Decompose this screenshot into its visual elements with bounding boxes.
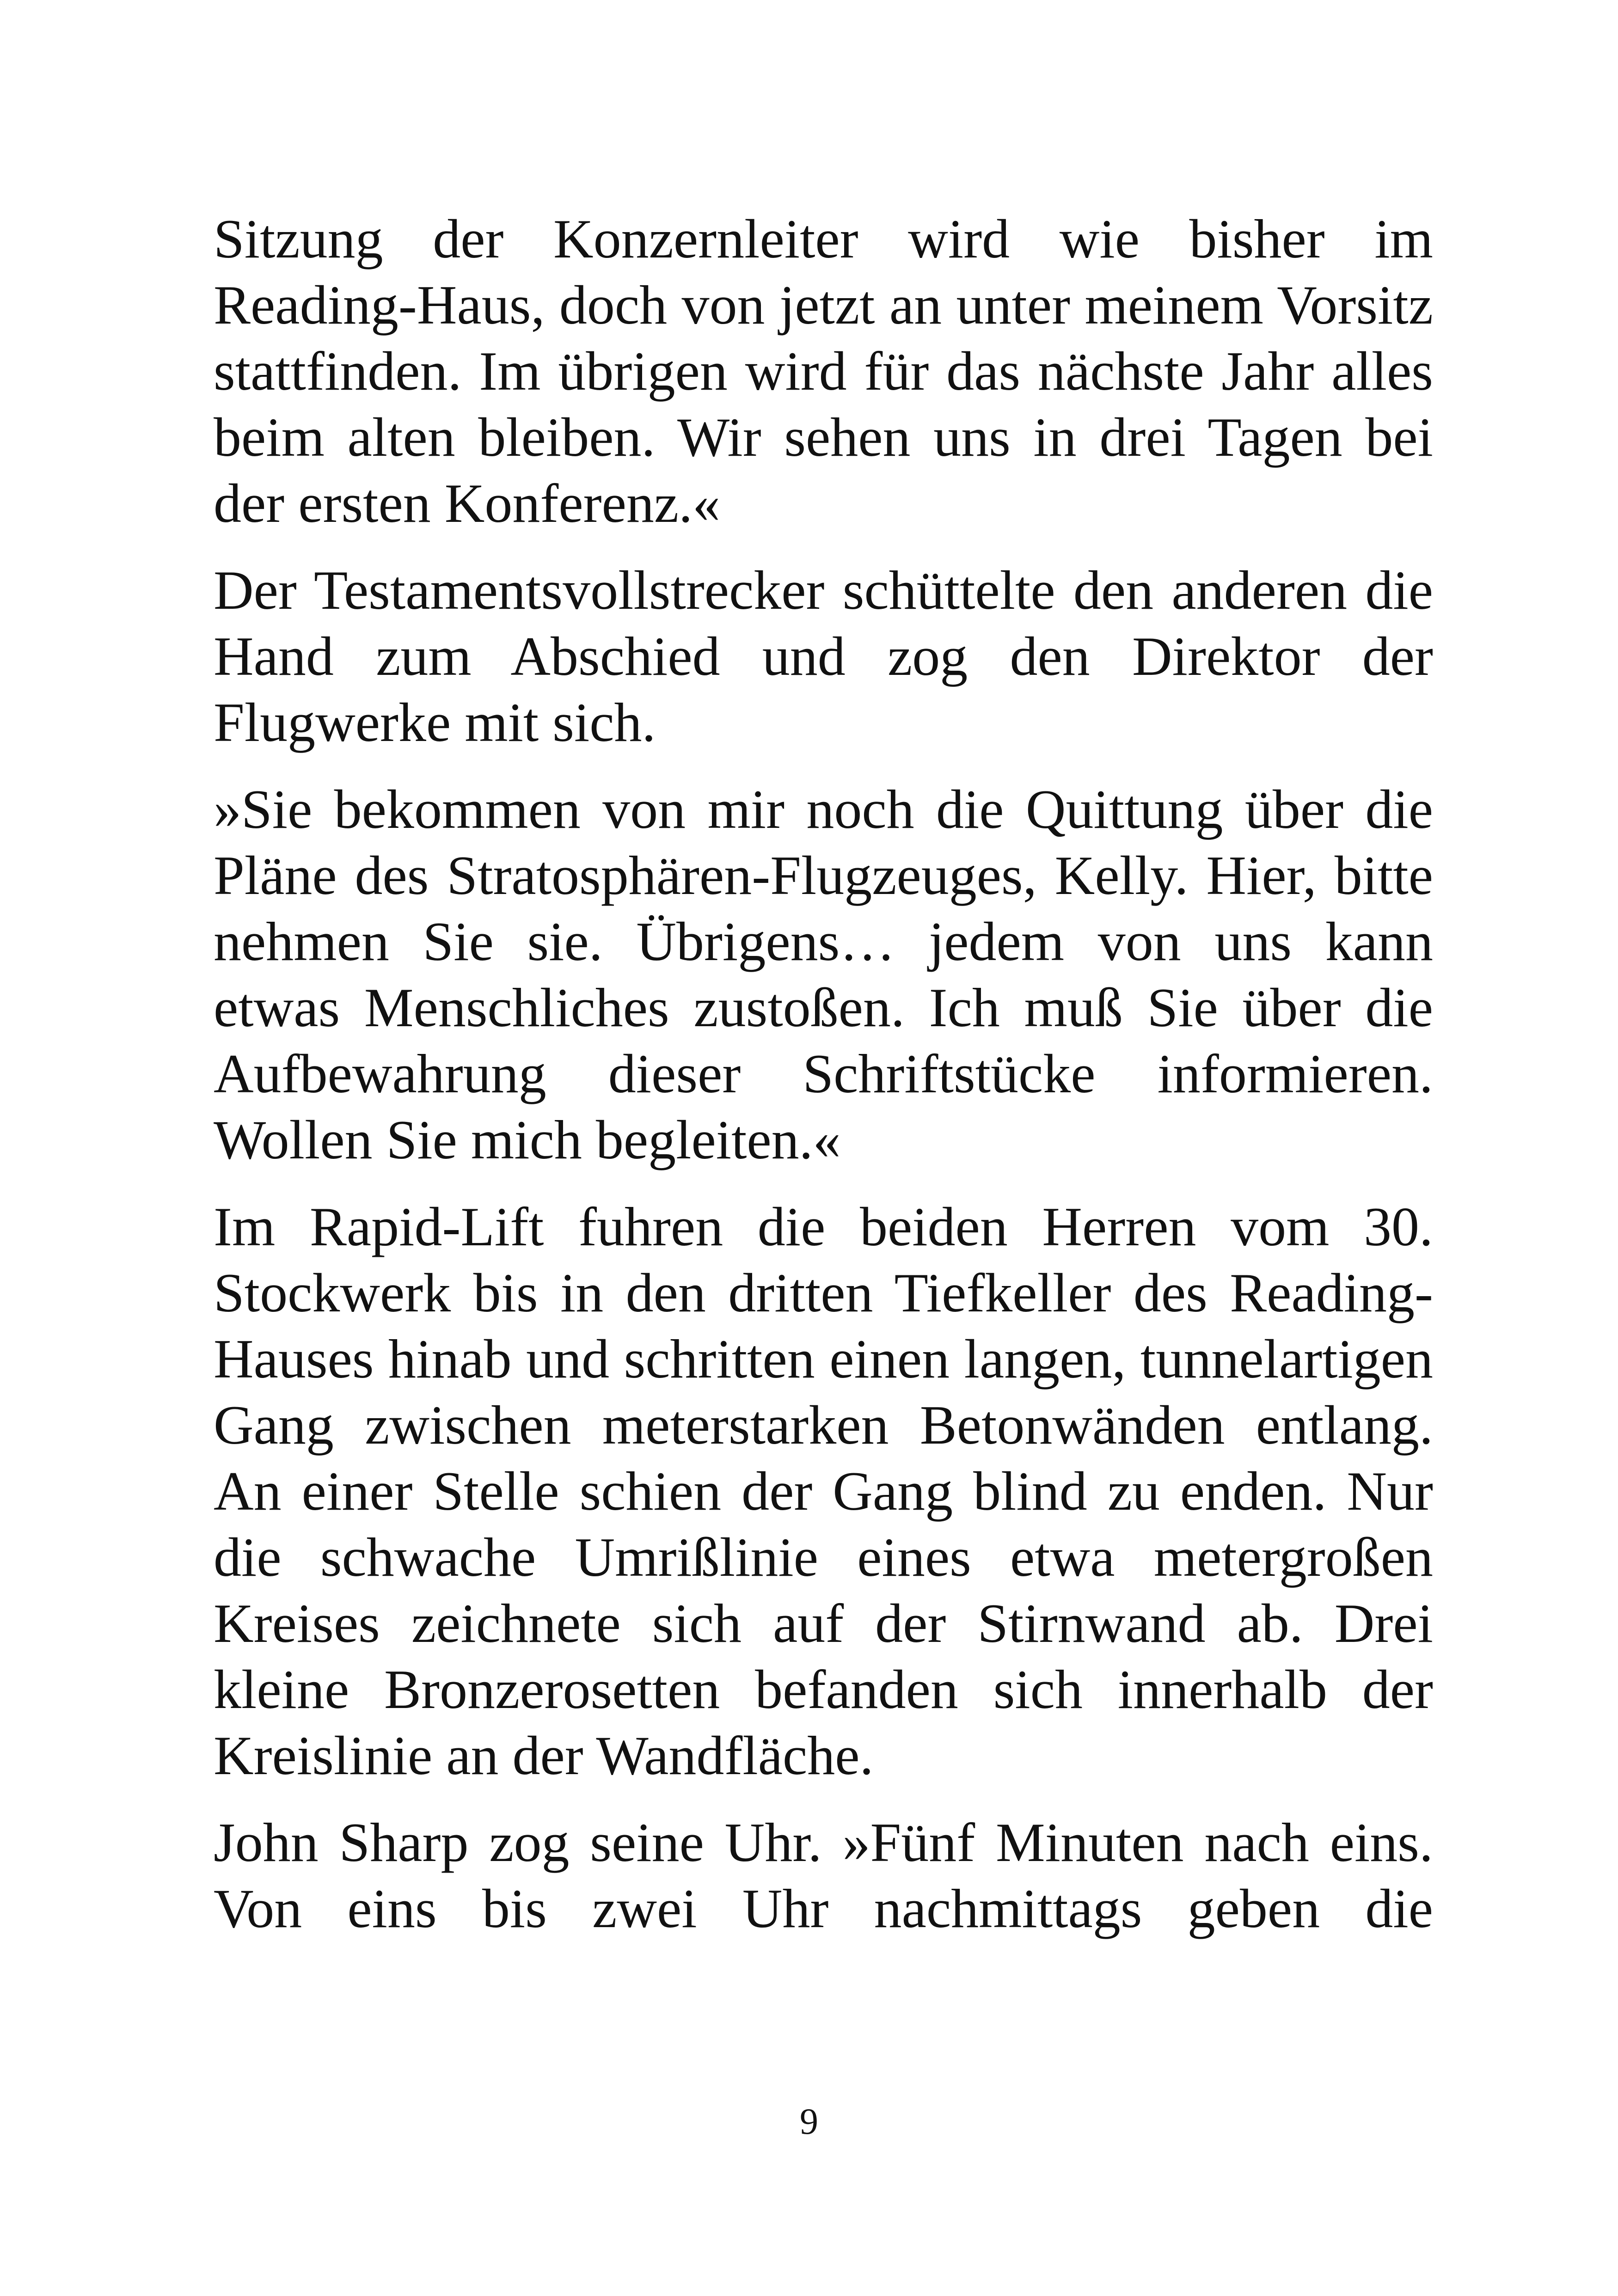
paragraph-4: Im Rapid-Lift fuhren die beiden Herren vom 30. Stockwerk bis in den dritten Tiefkeller des Reading-Hauses hinab und schritten einen langen, tunnelartigen Gang zwischen meterstarken Betonwänden entlang. An einer Stelle schien der Gang blind zu enden. Nur die schwache Umrißlinie eines etwa metergroßen Kreises zeichnete sich auf der Stirnwand ab. Drei kleine Bronzerosetten befanden sich innerhalb der Kreislinie an der Wandfläche. — [214, 1196, 1433, 1786]
page-number: 9 — [800, 2101, 818, 2142]
body-text — [214, 206, 1433, 1962]
paragraph-1: Sitzung der Konzernleiter wird wie bisher im Reading-Haus, doch von jetzt an unter meinem Vorsitz stattfinden. Im übrigen wird für das nächste Jahr alles beim alten bleiben. Wir sehen uns in drei Tagen bei der ersten Konferenz.« — [214, 208, 1433, 534]
paragraph-3: »Sie bekommen von mir noch die Quittung über die Pläne des Stratosphären-Flugzeuges, Kelly. Hier, bitte nehmen Sie sie. Übrigens… jedem von uns kann etwas Menschliches zustoßen. Ich muß Sie über die Aufbewahrung dieser Schriftstücke informieren. Wollen Sie mich begleiten.« — [214, 778, 1433, 1170]
paragraph-2: Der Testamentsvollstrecker schüttelte den anderen die Hand zum Abschied und zog den Direktor der Flugwerke mit sich. — [214, 559, 1433, 753]
paragraph-5: John Sharp zog seine Uhr. »Fünf Minuten nach eins. Von eins bis zwei Uhr nachmittags geben die — [214, 1812, 1433, 1939]
